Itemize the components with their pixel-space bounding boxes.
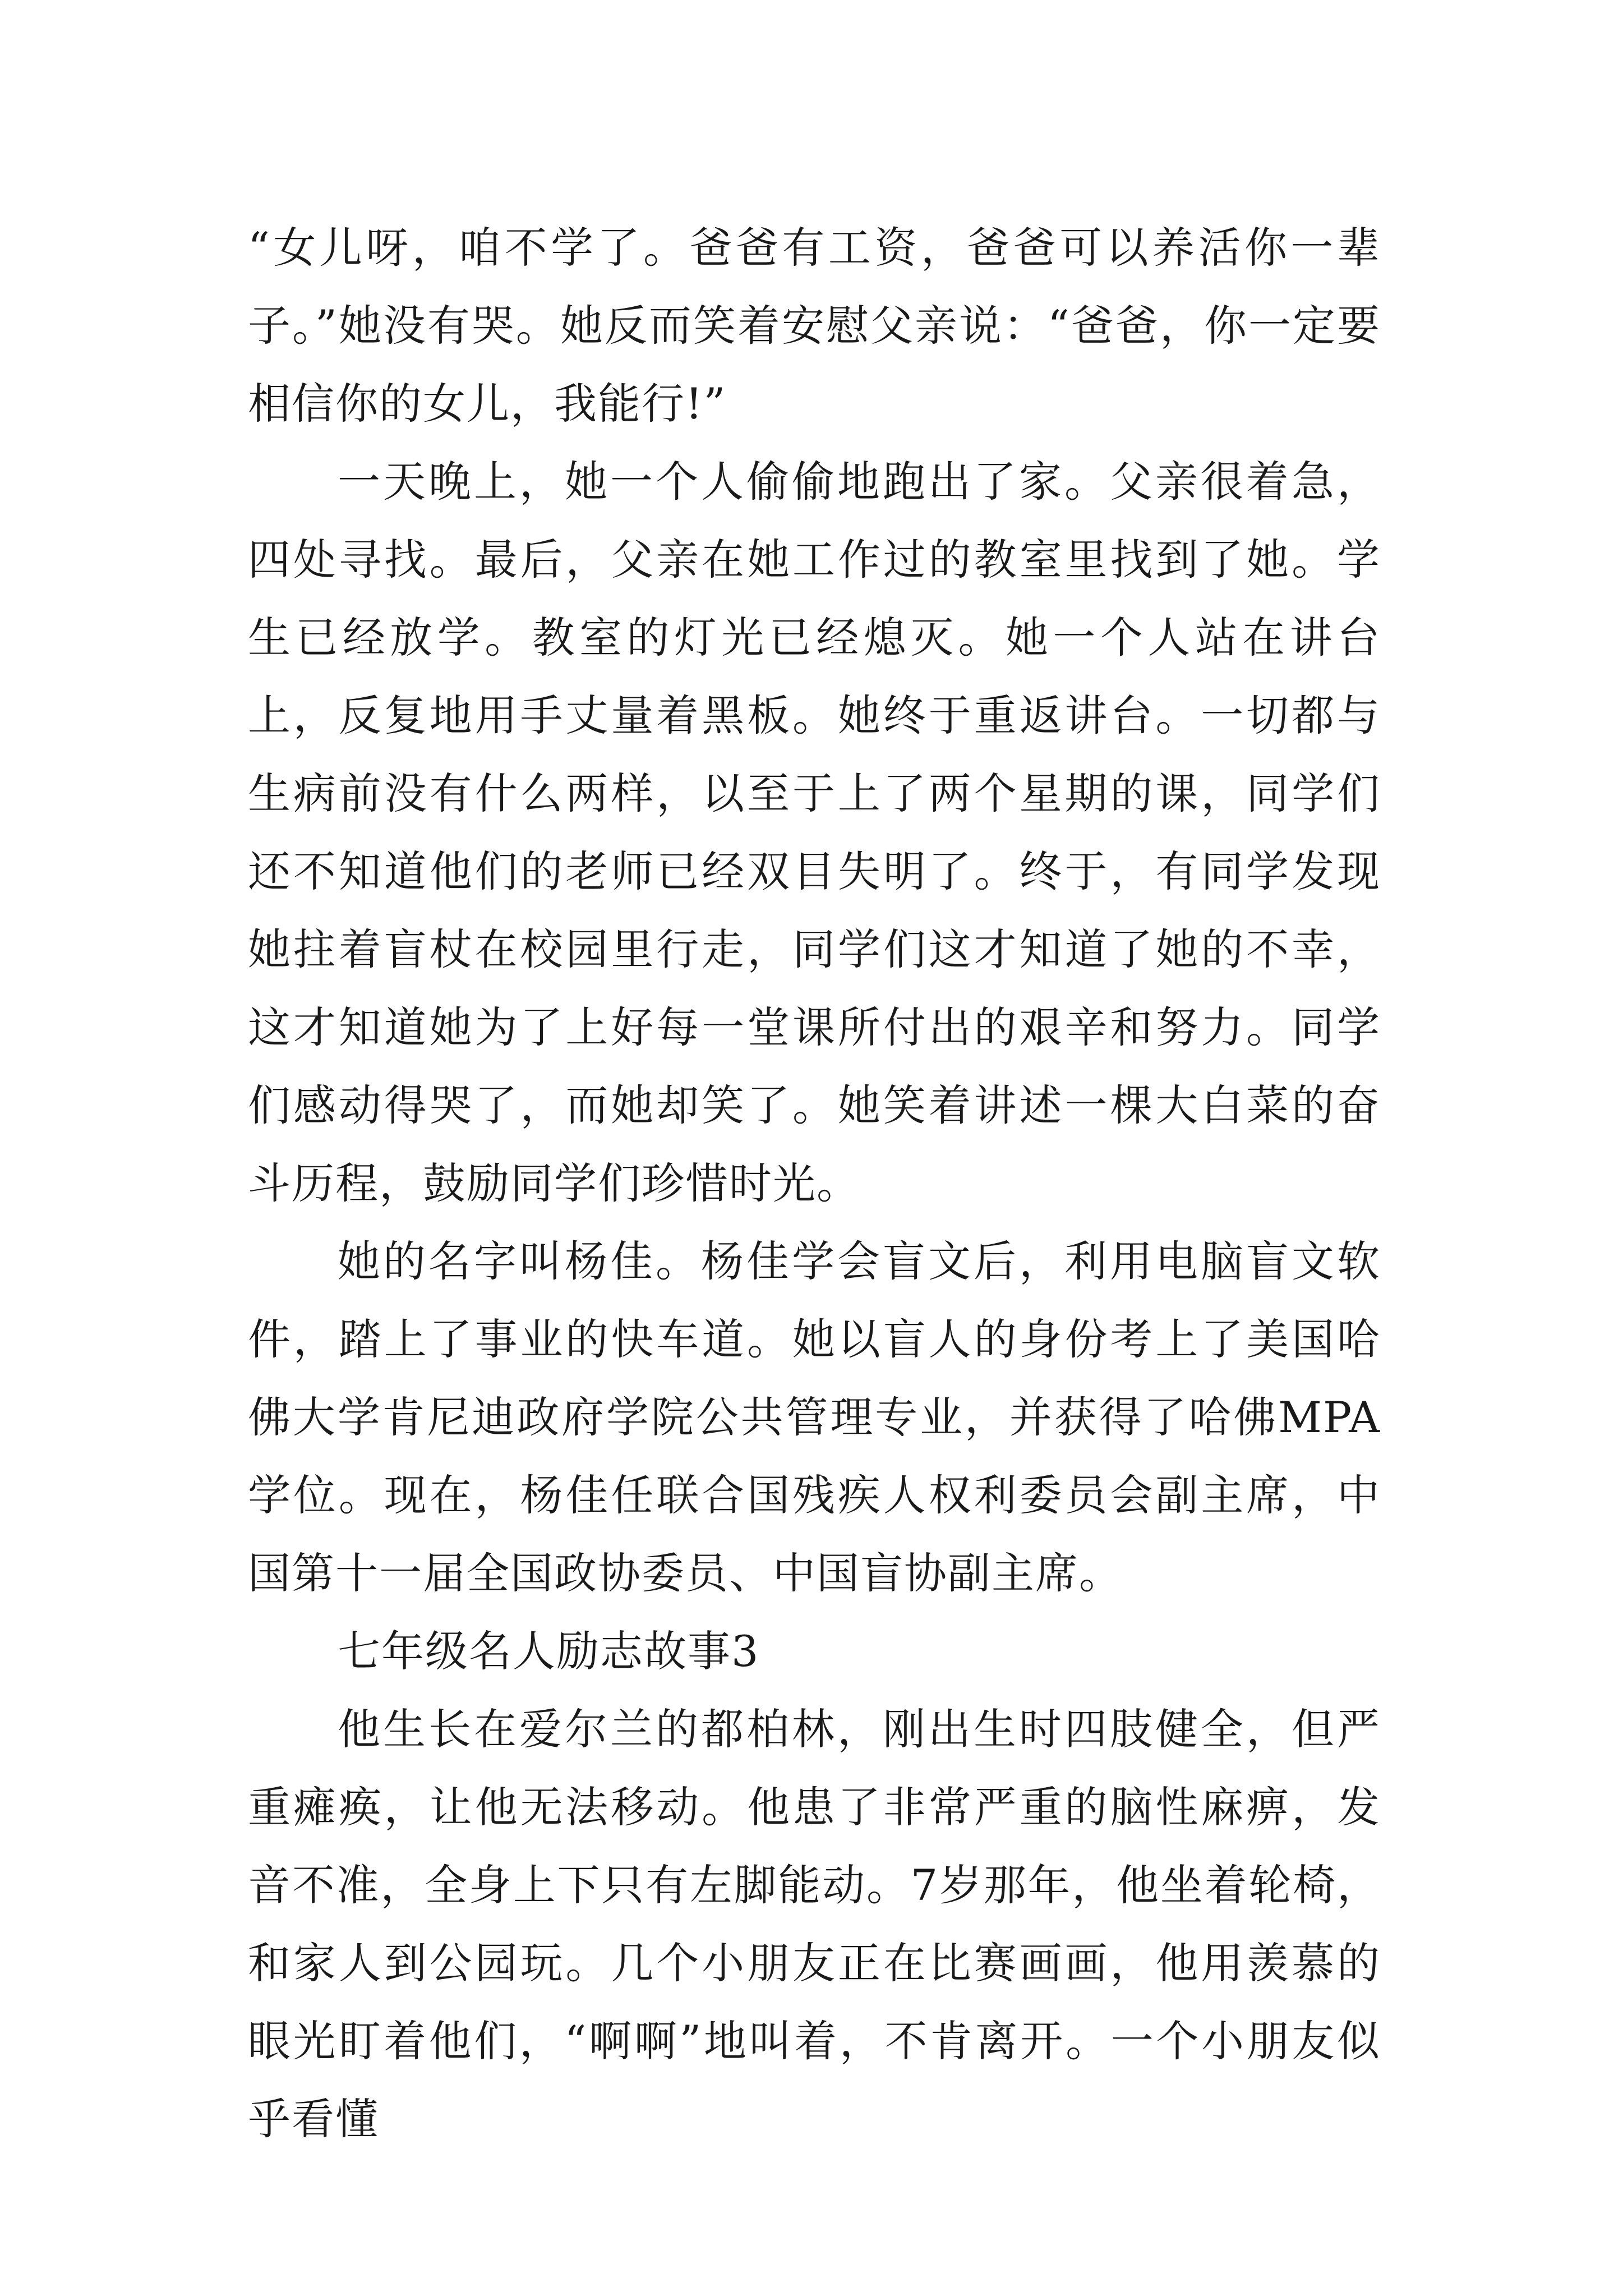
document-body (248, 209, 1381, 2158)
section-heading: 七年级名人励志故事3 (338, 1626, 760, 1676)
paragraph-2: 一天晚上，她一个人偷偷地跑出了家。父亲很着急，四处寻找。最后，父亲在她工作过的教室里找到了她。学生已经放学。教室的灯光已经熄灭。她一个人站在讲台上，反复地用手丈量着黑板。她终于重返讲台。一切都与生病前没有什么两样，以至于上了两个星期的课，同学们还不知道他们的老师已经双目失明了。终于，有同学发现她拄着盲杖在校园里行走，同学们这才知道了她的不幸，这才知道她为了上好每一堂课所付出的艰辛和努力。同学们感动得哭了，而她却笑了。她笑着讲述一棵大白菜的奋斗历程，鼓励同学们珍惜时光。 (248, 457, 1381, 1208)
paragraph-3: 她的名字叫杨佳。杨佳学会盲文后，利用电脑盲文软件，踏上了事业的快车道。她以盲人的身份考上了美国哈佛大学肯尼迪政府学院公共管理专业，并获得了哈佛MPA学位。现在，杨佳任联合国残疾人权利委员会副主席，中国第十一届全国政协委员、中国盲协副主席。 (248, 1236, 1381, 1598)
paragraph-4: 他生长在爱尔兰的都柏林，刚出生时四肢健全，但严重瘫痪，让他无法移动。他患了非常严重的脑性麻痹，发音不准，全身上下只有左脚能动。7岁那年，他坐着轮椅，和家人到公园玩。几个小朋友正在比赛画画，他用羡慕的眼光盯着他们，“啊啊”地叫着，不肯离开。一个小朋友似乎看懂 (248, 1704, 1381, 2144)
paragraph-1: “女儿呀，咱不学了。爸爸有工资，爸爸可以养活你一辈子。”她没有哭。她反而笑着安慰父亲说：“爸爸，你一定要相信你的女儿，我能行!” (248, 223, 1381, 429)
